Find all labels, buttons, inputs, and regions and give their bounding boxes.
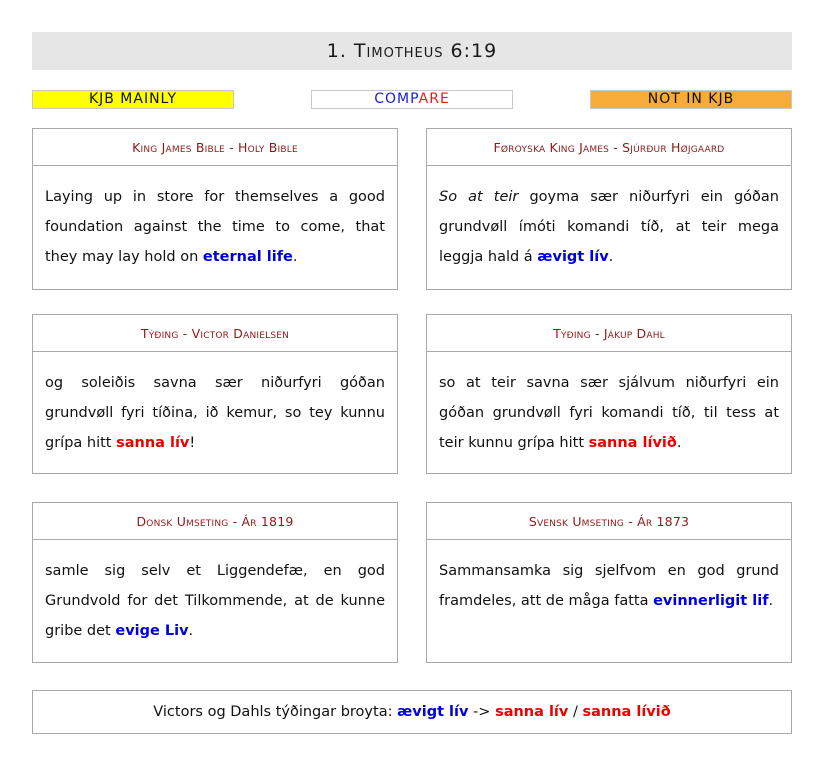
text-segment: . [608, 249, 614, 265]
text-segment: ! [189, 435, 196, 451]
compare-letter: R [429, 91, 440, 107]
verse-card-faroese-kj [426, 128, 792, 290]
highlight-kjb: evige Liv [115, 623, 189, 639]
compare-letter: A [418, 91, 430, 107]
highlight-changed: sanna lív [116, 435, 190, 451]
card-heading: Donsk Umseting - Ár 1819 [33, 503, 397, 540]
italic-text: So at teir [439, 189, 519, 205]
text-segment: / [568, 704, 583, 720]
highlight-changed: sanna lívið [582, 704, 671, 720]
compare-letter: C [374, 91, 385, 107]
text-segment: . [768, 593, 774, 609]
verse-text [427, 166, 791, 286]
page-title: 1. Timotheus 6:19 [32, 32, 792, 70]
compare-letter: O [384, 91, 397, 107]
card-heading: Týðing - Jákup Dahl [427, 315, 791, 352]
verse-card-danish-1819 [32, 502, 398, 663]
kjb-mainly-button[interactable]: KJB MAINLY [32, 90, 234, 109]
highlight-changed: sanna lív [495, 704, 569, 720]
text-segment: . [188, 623, 194, 639]
text-segment: . [292, 249, 298, 265]
text-segment: goyma sær niðurfyri ein góðan grundvøll ímóti komandi tíð, at teir mega leggja hald á [439, 189, 779, 265]
verse-card-kjv [32, 128, 398, 290]
text-segment: og soleiðis savna sær niðurfyri góðan grundvøll fyri tíðina, ið kemur, so tey kunnu grípa hitt [45, 375, 385, 451]
compare-letter: E [439, 91, 450, 107]
compare-button[interactable] [311, 90, 513, 109]
verse-card-swedish-1873 [426, 502, 792, 663]
highlight-kjb: evinnerligit lif [653, 593, 769, 609]
highlight-kjb: eternal life [202, 249, 293, 265]
text-segment: Victors og Dahls týðingar broyta: [153, 704, 398, 720]
highlight-changed: sanna lívið [588, 435, 677, 451]
card-heading: Týðing - Victor Danielsen [33, 315, 397, 352]
not-in-kjb-button[interactable]: NOT IN KJB [590, 90, 792, 109]
card-heading: Svensk Umseting - Ár 1873 [427, 503, 791, 540]
comparison-note [32, 690, 792, 734]
text-segment: -> [468, 704, 496, 720]
verse-card-jakup-dahl [426, 314, 792, 474]
verse-text [33, 166, 397, 286]
text-segment: Sammansamka sig sjelfvom en god grund framdeles, att de måga fatta [439, 563, 779, 609]
verse-text [33, 352, 397, 472]
compare-letter: M [397, 91, 411, 107]
text-segment: so at teir savna sær sjálvum niðurfyri ein góðan grundvøll fyri komandi tíð, til tess at teir kunnu grípa hitt [439, 375, 779, 451]
highlight-kjb: ævigt lív [537, 249, 609, 265]
verse-card-victor-danielsen [32, 314, 398, 474]
card-heading: Føroyska King James - Sjúrður Højgaard [427, 129, 791, 166]
text-segment: Laying up in store for themselves a good foundation against the time to come, that they may lay hold on [45, 189, 385, 265]
text-segment: . [676, 435, 682, 451]
compare-letter: P [410, 91, 419, 107]
verse-text [427, 352, 791, 472]
card-heading: King James Bible - Holy Bible [33, 129, 397, 166]
verse-text [427, 540, 791, 630]
highlight-kjb: ævigt lív [397, 704, 469, 720]
text-segment: samle sig selv et Liggendefæ, en god Grundvold for det Tilkommende, at de kunne gribe det [45, 563, 385, 639]
verse-text [33, 540, 397, 660]
